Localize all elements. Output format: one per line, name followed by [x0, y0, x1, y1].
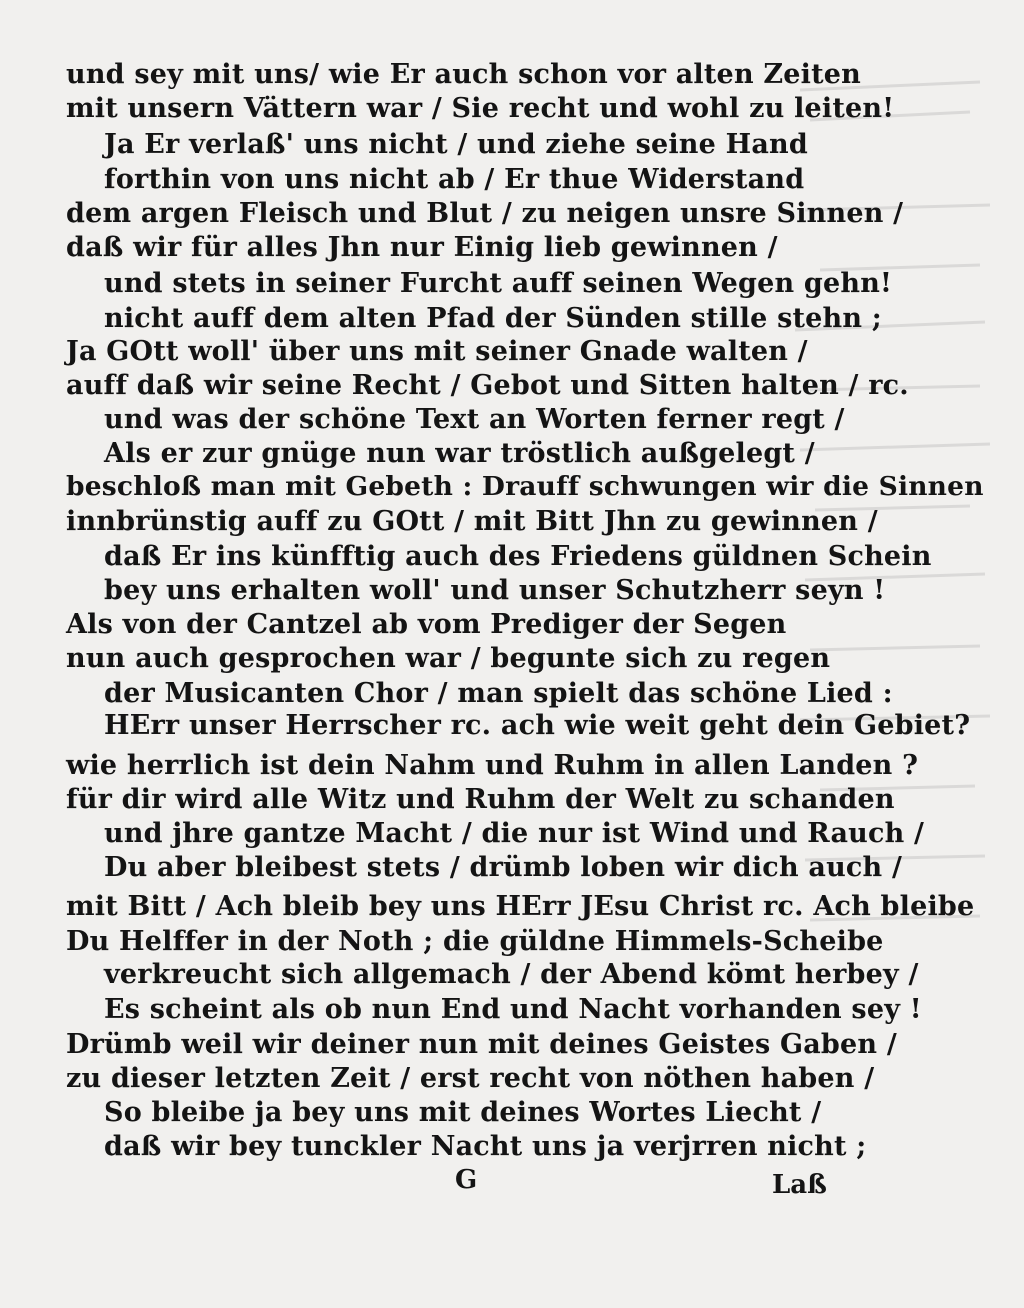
text-line: HErr unser Herrscher rc. ach wie weit geht dein Gebiet? — [104, 710, 971, 741]
text-line: nicht auff dem alten Pfad der Sünden stille stehn ; — [104, 303, 882, 334]
text-line: So bleibe ja bey uns mit deines Wortes Liecht / — [104, 1097, 822, 1128]
text-line: und jhre gantze Macht / die nur ist Wind und Rauch / — [104, 818, 925, 849]
text-line: daß wir bey tunckler Nacht uns ja verjrren nicht ; — [104, 1131, 867, 1162]
text-line: Ja GOtt woll' über uns mit seiner Gnade walten / — [66, 336, 808, 367]
text-line: daß wir für alles Jhn nur Einig lieb gewinnen / — [66, 232, 778, 263]
text-line: Ja Er verlaß' uns nicht / und ziehe seine Hand — [104, 129, 808, 160]
text-line: Drümb weil wir deiner nun mit deines Geistes Gaben / — [66, 1029, 897, 1060]
text-line: innbrünstig auff zu GOtt / mit Bitt Jhn zu gewinnen / — [66, 506, 878, 537]
text-line: wie herrlich ist dein Nahm und Ruhm in allen Landen ? — [66, 750, 919, 781]
text-line: zu dieser letzten Zeit / erst recht von nöthen haben / — [66, 1063, 875, 1094]
text-line: beschloß man mit Gebeth : Drauff schwungen wir die Sinnen — [66, 471, 984, 502]
text-line: Du aber bleibest stets / drümb loben wir dich auch / — [104, 852, 903, 883]
text-line: mit unsern Vättern war / Sie recht und wohl zu leiten! — [66, 93, 895, 124]
text-line: Es scheint als ob nun End und Nacht vorhanden sey ! — [104, 994, 922, 1025]
text-line: der Musicanten Chor / man spielt das schöne Lied : — [104, 678, 893, 709]
text-line: für dir wird alle Witz und Ruhm der Welt zu schanden — [66, 784, 895, 815]
text-line: nun auch gesprochen war / begunte sich zu regen — [66, 643, 831, 674]
text-line: mit Bitt / Ach bleib bey uns HErr JEsu Christ rc. Ach bleibe — [66, 891, 975, 922]
text-line: auff daß wir seine Recht / Gebot und Sitten halten / rc. — [66, 370, 909, 401]
text-line: und stets in seiner Furcht auff seinen Wegen gehn! — [104, 268, 893, 299]
catchword: Laß — [772, 1170, 827, 1200]
text-line: dem argen Fleisch und Blut / zu neigen unsre Sinnen / — [66, 198, 904, 229]
text-line: daß Er ins künfftig auch des Friedens güldnen Schein — [104, 541, 932, 572]
text-line: und sey mit uns/ wie Er auch schon vor alten Zeiten — [66, 59, 861, 90]
text-line: und was der schöne Text an Worten ferner regt / — [104, 404, 845, 435]
signature-mark: G — [455, 1165, 478, 1195]
text-line: forthin von uns nicht ab / Er thue Widerstand — [104, 164, 805, 195]
text-line: Als von der Cantzel ab vom Prediger der Segen — [66, 609, 787, 640]
text-line: Du Helffer in der Noth ; die güldne Himmels-Scheibe — [66, 926, 884, 957]
text-line: bey uns erhalten woll' und unser Schutzherr seyn ! — [104, 575, 886, 606]
text-line: Als er zur gnüge nun war tröstlich außgelegt / — [104, 438, 815, 469]
text-line: verkreucht sich allgemach / der Abend kömt herbey / — [104, 959, 919, 990]
